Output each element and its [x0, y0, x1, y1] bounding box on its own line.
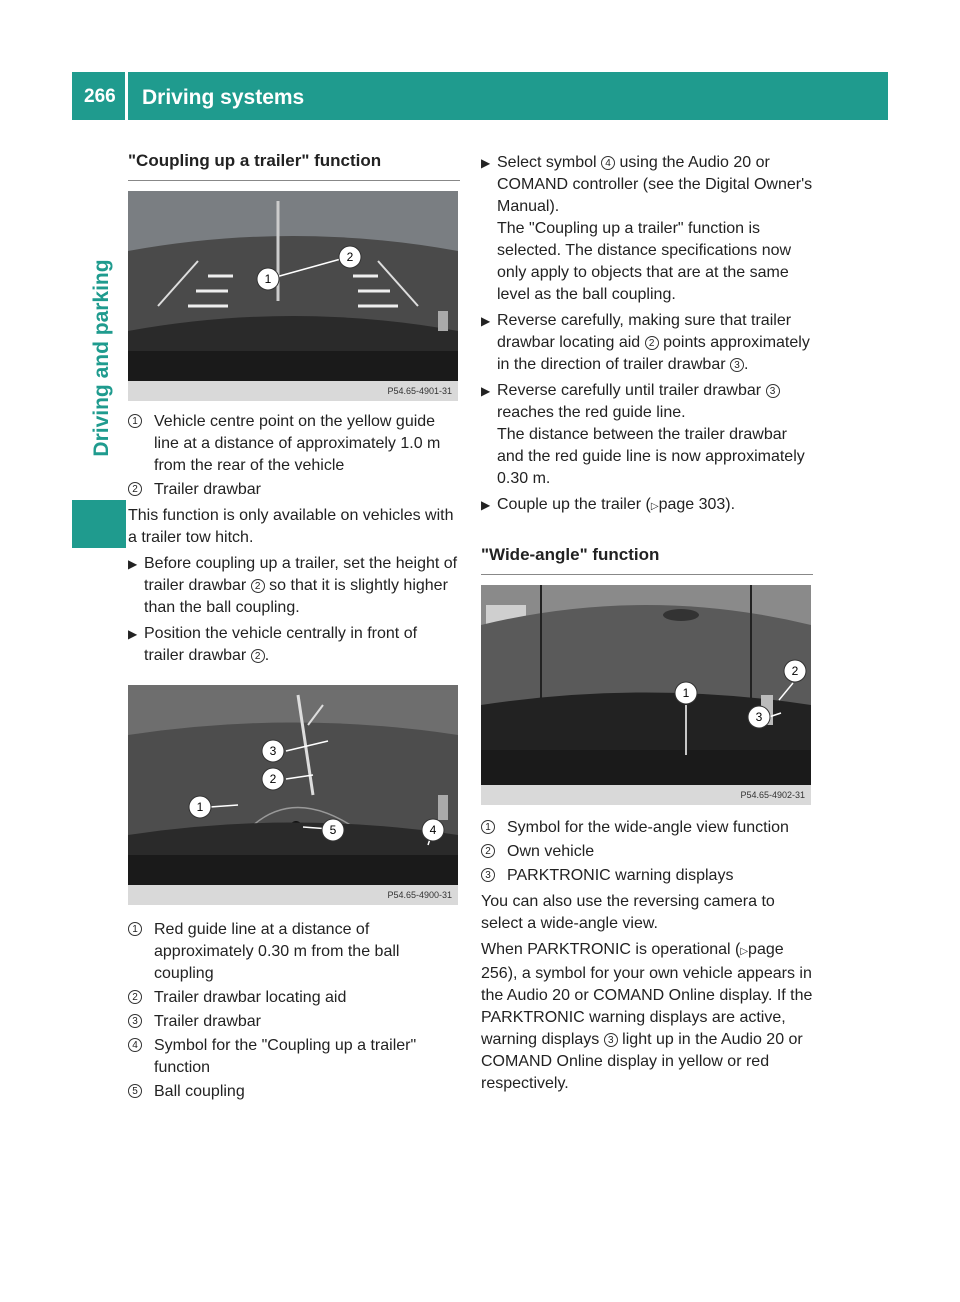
legend-item: 4 Symbol for the "Coupling up a trailer" function: [128, 1035, 460, 1079]
legend-item: 2 Own vehicle: [481, 841, 813, 863]
figure-wide-angle-camera: [481, 585, 811, 805]
page-number: 266: [84, 86, 116, 107]
legend-item: 2 Trailer drawbar locating aid: [128, 987, 460, 1009]
legend-coupling: [128, 411, 460, 501]
instruction-step: ▶ Couple up the trailer (▷page 303).: [481, 494, 813, 518]
figure-drawbar-camera: [128, 685, 458, 905]
instruction-step: ▶ Reverse carefully until trailer drawbar 3 reaches the red guide line. The distance between the trailer drawbar and the red guide line is now approximately 0.30 m.: [481, 380, 813, 490]
step-result: The distance between the trailer drawbar and the red guide line is now approximately 0.30 m.: [497, 426, 805, 487]
svg-text:2: 2: [269, 772, 277, 786]
left-column: [128, 150, 460, 1105]
legend-item: 3 Trailer drawbar: [128, 1011, 460, 1033]
svg-text:3: 3: [755, 710, 763, 724]
instruction-step: ▶ Before coupling up a trailer, set the height of trailer drawbar 2 so that it is slightly higher than the ball coupling.: [128, 555, 458, 616]
arrow-right-icon: ▶: [481, 156, 491, 170]
triangle-ref-icon: ▷: [650, 501, 659, 512]
side-chapter-title: Driving and parking: [90, 259, 113, 457]
arrow-right-icon: ▶: [128, 557, 138, 571]
svg-text:1: 1: [196, 800, 204, 814]
svg-text:2: 2: [346, 250, 354, 264]
section-title-wide-angle: "Wide-angle" function: [481, 544, 813, 575]
camera-view-image: [481, 585, 811, 785]
legend-item: 2 Trailer drawbar: [128, 479, 460, 501]
header-divider: [125, 72, 128, 120]
step-result: The "Coupling up a trailer" function is selected. The distance specifications now only apply to objects that are at the same level as the ball coupling.: [497, 220, 792, 303]
legend-item: 5 Ball coupling: [128, 1081, 460, 1103]
svg-text:1: 1: [682, 686, 690, 700]
section-title-coupling: "Coupling up a trailer" function: [128, 150, 460, 181]
svg-text:3: 3: [269, 744, 277, 758]
instruction-step: ▶ Reverse carefully, making sure that trailer drawbar locating aid 2 points approximately in the direction of trailer drawbar 3 .: [481, 312, 810, 373]
page-reference-link[interactable]: page 303: [658, 496, 726, 513]
svg-text:5: 5: [329, 823, 337, 837]
legend-wide-angle: [481, 817, 813, 887]
arrow-right-icon: ▶: [128, 627, 138, 641]
camera-view-image: [128, 191, 458, 381]
figure-code: P54.65-4902-31: [481, 785, 811, 805]
paragraph-wide-angle-intro: You can also use the reversing camera to select a wide-angle view.: [481, 893, 775, 932]
svg-text:4: 4: [429, 823, 437, 837]
arrow-right-icon: ▶: [481, 384, 491, 398]
side-chapter-block: [72, 500, 126, 548]
camera-view-image: [128, 685, 458, 885]
arrow-right-icon: ▶: [481, 314, 491, 328]
triangle-ref-icon: ▷: [740, 946, 749, 957]
legend-item: 1 Red guide line at a distance of approximately 0.30 m from the ball coupling: [128, 919, 460, 985]
svg-text:1: 1: [264, 272, 272, 286]
instruction-step: ▶ Select symbol 4 using the Audio 20 or COMAND controller (see the Digital Owner's Manual). The "Coupling up a trailer" function is selected. The distance specifications now only apply to objects that are at the same level as the ball coupling.: [481, 152, 813, 306]
right-column: [481, 150, 813, 1097]
paragraph-trailer-hitch: This function is only available on vehicles with a trailer tow hitch.: [128, 507, 454, 546]
legend-item: 1 Vehicle centre point on the yellow guide line at a distance of approximately 1.0 m from the rear of the vehicle: [128, 411, 460, 477]
page-reference-link[interactable]: page 256: [481, 941, 784, 982]
legend-item: 3 PARKTRONIC warning displays: [481, 865, 813, 887]
arrow-right-icon: ▶: [481, 498, 491, 512]
legend-item: 1 Symbol for the wide-angle view function: [481, 817, 813, 839]
figure-code: P54.65-4900-31: [128, 885, 458, 905]
legend-drawbar: [128, 919, 460, 1103]
instruction-step: ▶ Position the vehicle centrally in front of trailer drawbar 2 .: [128, 625, 418, 664]
figure-coupling-camera: [128, 191, 458, 401]
figure-code: P54.65-4901-31: [128, 381, 458, 401]
svg-text:2: 2: [791, 664, 799, 678]
paragraph-parktronic: When PARKTRONIC is operational (▷page 256), a symbol for your own vehicle appears in the Audio 20 or COMAND Online display. If the PARKTRONIC warning displays are active, warning displays 3 light up in the Audio 20 or COMAND Online display in yellow or red respectively.: [481, 941, 813, 1092]
header-title: Driving systems: [142, 86, 305, 109]
